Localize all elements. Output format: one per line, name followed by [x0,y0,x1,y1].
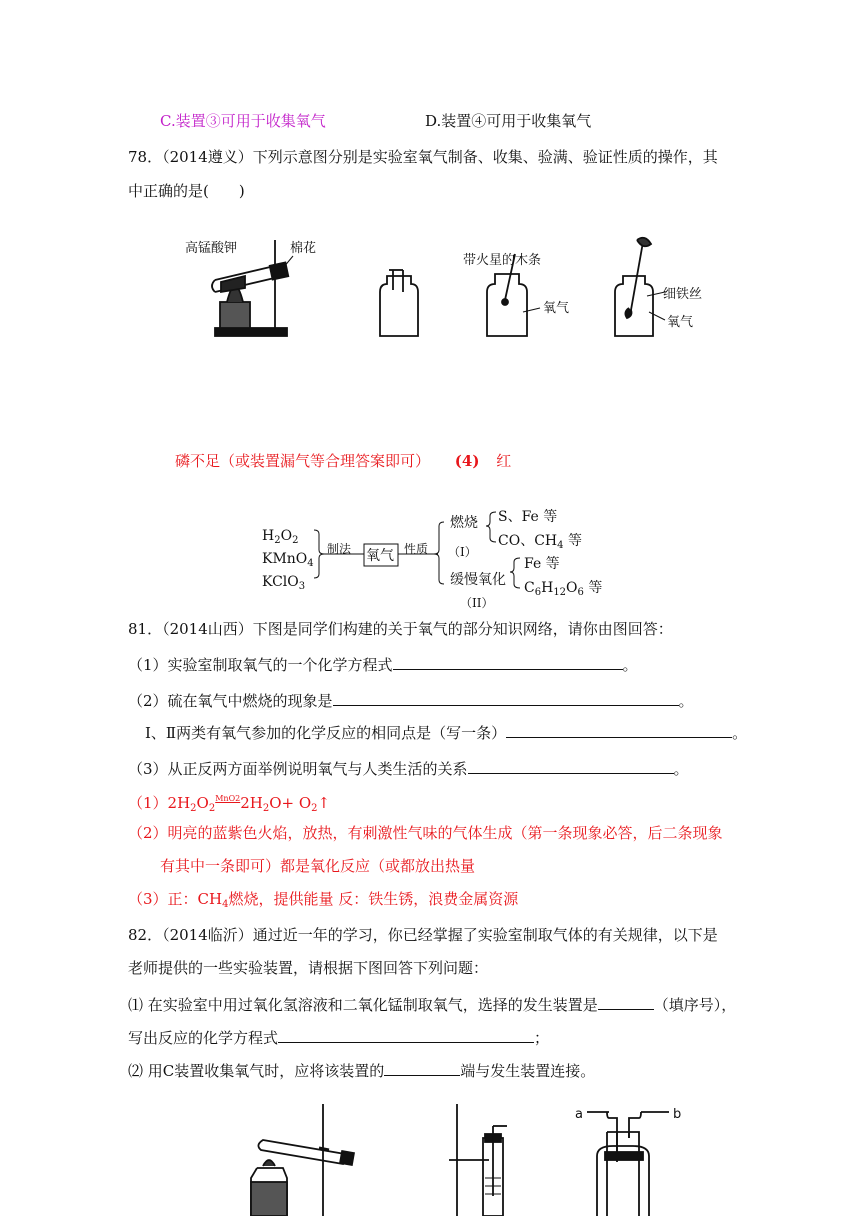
net-kclo3: KClO$_3$ [262,574,306,592]
collection-bottle-icon [380,270,418,336]
q81-part3: （3）从正反两方面举例说明氧气与人类生活的关系 。 [128,760,689,778]
option-d: D.装置④可用于收集氧气 [425,112,592,130]
q82-apparatus-figure [235,1098,705,1216]
answer-part2: (4) [454,452,480,470]
option-c: C.装置③可用于收集氧气 [160,112,326,130]
burn-bracket [484,508,498,548]
net-slow-roman: （II） [460,596,494,610]
q78-stem-line2: 中正确的是( ) [128,182,245,200]
q81-stem: 81．（2014山西）下图是同学们构建的关于氧气的部分知识网络，请你由图回答： [128,620,673,638]
label-glowing-splint: 带火星的木条 [463,253,542,268]
q81-answer2-line1: （2）明亮的蓝紫色火焰，放热，有刺激性气味的气体生成（第一条现象必答，后二条现象 [128,824,723,842]
q81-answer3: （3）正：$CH_4$燃烧，提供能量 反：铁生锈，浪费金属资源 [128,890,519,910]
q78-stem-line1: 78．（2014遵义）下列示意图分别是实验室氧气制备、收集、验满、验证性质的操作，其 [128,148,718,166]
q81-blank1[interactable] [393,654,623,670]
label-oxygen-a: 氧气 [543,301,570,316]
label-a: a [575,1107,583,1122]
answer-text [175,451,511,471]
label-cotton: 棉花 [290,241,317,256]
q81-blank4[interactable] [468,758,674,774]
slow-bracket [508,554,522,594]
net-center-oxygen: 氧气 [366,548,394,564]
iron-wire-bottle-icon [615,238,665,336]
net-slow: 缓慢氧化 [450,572,506,588]
net-burn-item1: S、Fe 等 [498,509,558,525]
net-h2o2: $H_2O_2$ [262,528,299,546]
q82-part2: ⑵ 用C装置收集氧气时，应将该装置的 端与发生装置连接。 [128,1062,596,1080]
net-kmno4: KMnO$_4$ [262,551,314,569]
net-burn: 燃烧 [450,515,478,531]
q82-blank2[interactable] [278,1027,534,1043]
net-zhifa: 制法 [327,542,352,556]
q81-blank2[interactable] [333,690,679,706]
q82-blank3[interactable] [384,1060,460,1076]
label-oxygen-b: 氧气 [667,315,694,330]
q82-part1b: 写出反应的化学方程式 ； [128,1029,550,1047]
label-iron-wire: 细铁丝 [663,287,703,302]
net-xingzhi: 性质 [404,542,429,556]
q81-answer2-line2: 有其中一条即可）都是氧化反应（或都放出热量 [160,857,476,875]
q81-part2: （2）硫在氧气中燃烧的现象是 。 [128,692,694,710]
net-slow-item1: Fe 等 [524,556,560,572]
answer-part3: 红 [496,452,512,470]
label-b: b [673,1107,682,1122]
net-burn-item2: CO、$CH_4$ 等 [498,533,582,551]
q78-apparatus-figure [175,230,715,350]
q81-part1: （1）实验室制取氧气的一个化学方程式 。 [128,656,638,674]
q81-part2b: Ⅰ、Ⅱ两类有氧气参加的化学反应的相同点是（写一条） 。 [145,724,748,742]
label-kmno4: 高锰酸钾 [185,241,238,256]
q82-blank1[interactable] [598,994,654,1010]
catalyst-label: MnO2 [215,794,241,803]
net-burn-roman: （I） [448,545,477,559]
q82-stem-line1: 82．（2014临沂）通过近一年的学习，你已经掌握了实验室制取气体的有关规律，以下是 [128,926,718,944]
answer-part1: 磷不足（或装置漏气等合理答案即可） [175,452,431,470]
q81-blank3[interactable] [506,722,732,738]
q81-answer1: $(1)2H_2O_2^{MnO2}2H_2O+$ $O_2↑$ [128,794,331,814]
net-slow-item2: $C_6H_{12}O_6$ 等 [524,580,603,598]
q82-stem-line2: 老师提供的一些实验装置，请根据下图回答下列问题： [128,959,489,977]
q82-part1a: ⑴ 在实验室中用过氧化氢溶液和二氧化锰制取氧气，选择的发生装置是 （填序号）， [128,996,737,1014]
